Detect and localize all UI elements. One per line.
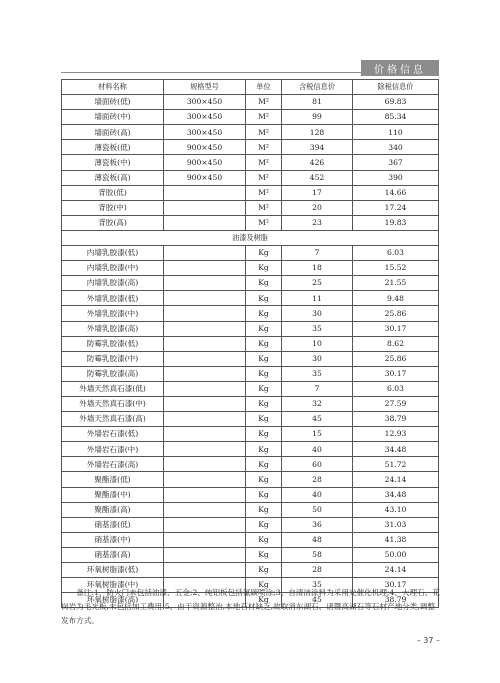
- table-row: [62, 517, 439, 532]
- cell-price-without-tax: 110: [353, 125, 439, 140]
- cell-name: 墙面砖(高): [62, 125, 164, 140]
- cell-price-without-tax: 390: [353, 170, 439, 185]
- cell-name: 硝基漆(中): [62, 532, 164, 547]
- table-row: [62, 427, 439, 442]
- cell-spec: 300×450: [164, 95, 246, 110]
- cell-name: 背胶(中): [62, 200, 164, 215]
- table-row: [62, 336, 439, 351]
- table-row: [62, 442, 439, 457]
- cell-unit: Kg: [246, 396, 282, 411]
- cell-unit: Kg: [246, 261, 282, 276]
- cell-price-with-tax: 17: [282, 185, 353, 200]
- cell-price-with-tax: 36: [282, 517, 353, 532]
- cell-price-without-tax: 24.14: [353, 472, 439, 487]
- cell-unit: Kg: [246, 502, 282, 517]
- cell-unit: Kg: [246, 442, 282, 457]
- cell-price-without-tax: 8.62: [353, 336, 439, 351]
- page-number: – 37 –: [416, 636, 440, 645]
- cell-spec: [164, 381, 246, 396]
- cell-unit: M²: [246, 125, 282, 140]
- cell-spec: [164, 185, 246, 200]
- cell-price-without-tax: 31.03: [353, 517, 439, 532]
- cell-unit: Kg: [246, 532, 282, 547]
- cell-spec: [164, 351, 246, 366]
- cell-price-with-tax: 81: [282, 95, 353, 110]
- table-row: [62, 563, 439, 578]
- table-row: [62, 291, 439, 306]
- cell-unit: M²: [246, 140, 282, 155]
- cell-name: 外墙天然真石漆(中): [62, 396, 164, 411]
- cell-name: 外墙天然真石漆(低): [62, 381, 164, 396]
- cell-price-without-tax: 51.72: [353, 457, 439, 472]
- cell-price-without-tax: 340: [353, 140, 439, 155]
- cell-unit: Kg: [246, 246, 282, 261]
- cell-spec: 300×450: [164, 110, 246, 125]
- cell-unit: Kg: [246, 517, 282, 532]
- cell-spec: [164, 517, 246, 532]
- cell-price-without-tax: 25.86: [353, 351, 439, 366]
- table-row: [62, 412, 439, 427]
- cell-price-with-tax: 58: [282, 547, 353, 562]
- cell-name: 背胶(高): [62, 215, 164, 230]
- cell-unit: M²: [246, 170, 282, 185]
- cell-price-without-tax: 30.17: [353, 321, 439, 336]
- cell-price-without-tax: 30.17: [353, 578, 439, 593]
- cell-spec: [164, 532, 246, 547]
- cell-spec: [164, 547, 246, 562]
- table-row: [62, 321, 439, 336]
- cell-price-without-tax: 30.17: [353, 366, 439, 381]
- cell-price-with-tax: 30: [282, 351, 353, 366]
- cell-unit: Kg: [246, 381, 282, 396]
- cell-spec: 300×450: [164, 125, 246, 140]
- price-table: [61, 79, 439, 608]
- cell-price-without-tax: 43.10: [353, 502, 439, 517]
- cell-price-with-tax: 60: [282, 457, 353, 472]
- cell-price-without-tax: 41.38: [353, 532, 439, 547]
- cell-unit: Kg: [246, 412, 282, 427]
- cell-spec: [164, 246, 246, 261]
- cell-name: 内墙乳胶漆(中): [62, 261, 164, 276]
- cell-spec: [164, 427, 246, 442]
- cell-name: 外墙岩石漆(低): [62, 427, 164, 442]
- table-row: [62, 95, 439, 110]
- cell-name: 硝基漆(高): [62, 547, 164, 562]
- table-row: [62, 185, 439, 200]
- table-body-top: [62, 95, 439, 231]
- cell-price-with-tax: 40: [282, 442, 353, 457]
- cell-unit: Kg: [246, 291, 282, 306]
- cell-price-with-tax: 11: [282, 291, 353, 306]
- table-body-bottom: [62, 246, 439, 608]
- table-row: [62, 200, 439, 215]
- cell-spec: [164, 306, 246, 321]
- section-tab: 价格信息: [361, 60, 439, 76]
- table-row: [62, 306, 439, 321]
- cell-name: 墙面砖(中): [62, 110, 164, 125]
- cell-price-with-tax: 452: [282, 170, 353, 185]
- cell-name: 硝基漆(低): [62, 517, 164, 532]
- cell-price-with-tax: 25: [282, 276, 353, 291]
- cell-unit: Kg: [246, 593, 282, 608]
- cell-name: 背胶(低): [62, 185, 164, 200]
- cell-spec: [164, 472, 246, 487]
- cell-unit: Kg: [246, 321, 282, 336]
- cell-price-without-tax: 85.34: [353, 110, 439, 125]
- cell-name: 薄瓷板(低): [62, 140, 164, 155]
- cell-price-without-tax: 38.79: [353, 412, 439, 427]
- cell-price-without-tax: 21.55: [353, 276, 439, 291]
- table-row: [62, 215, 439, 230]
- cell-price-without-tax: 34.48: [353, 442, 439, 457]
- table-row: [62, 140, 439, 155]
- cell-spec: [164, 215, 246, 230]
- cell-spec: [164, 487, 246, 502]
- section-row: [62, 230, 439, 245]
- table-row: [62, 396, 439, 411]
- cell-price-with-tax: 28: [282, 472, 353, 487]
- cell-spec: [164, 396, 246, 411]
- cell-spec: [164, 321, 246, 336]
- cell-unit: Kg: [246, 351, 282, 366]
- cell-price-without-tax: 25.86: [353, 306, 439, 321]
- cell-unit: M²: [246, 95, 282, 110]
- cell-price-with-tax: 45: [282, 593, 353, 608]
- cell-spec: 900×450: [164, 155, 246, 170]
- table-section: [62, 230, 439, 245]
- cell-name: 环氧树脂漆(低): [62, 563, 164, 578]
- cell-name: 外墙天然真石漆(高): [62, 412, 164, 427]
- cell-price-without-tax: 9.48: [353, 291, 439, 306]
- cell-price-without-tax: 6.03: [353, 246, 439, 261]
- cell-price-without-tax: 15.52: [353, 261, 439, 276]
- cell-name: 环氧树脂漆(高): [62, 593, 164, 608]
- section-title: 油漆及树脂: [62, 230, 439, 245]
- cell-unit: Kg: [246, 427, 282, 442]
- cell-name: 薄瓷板(中): [62, 155, 164, 170]
- cell-name: 墙面砖(低): [62, 95, 164, 110]
- cell-price-with-tax: 35: [282, 321, 353, 336]
- cell-unit: Kg: [246, 472, 282, 487]
- cell-price-with-tax: 23: [282, 215, 353, 230]
- cell-spec: [164, 563, 246, 578]
- table-row: [62, 502, 439, 517]
- cell-unit: Kg: [246, 547, 282, 562]
- table-row: [62, 366, 439, 381]
- cell-spec: [164, 291, 246, 306]
- table-header-row: [62, 80, 439, 95]
- cell-price-without-tax: 24.14: [353, 563, 439, 578]
- cell-price-with-tax: 15: [282, 427, 353, 442]
- cell-price-with-tax: 394: [282, 140, 353, 155]
- table-row: [62, 351, 439, 366]
- cell-spec: [164, 457, 246, 472]
- cell-name: 聚酯漆(中): [62, 487, 164, 502]
- cell-spec: [164, 276, 246, 291]
- cell-price-without-tax: 14.66: [353, 185, 439, 200]
- cell-name: 外墙乳胶漆(中): [62, 306, 164, 321]
- column-header-price-without-tax: 除税信息价: [353, 80, 439, 95]
- cell-unit: M²: [246, 155, 282, 170]
- cell-name: 防霉乳胶漆(高): [62, 366, 164, 381]
- cell-name: 防霉乳胶漆(中): [62, 351, 164, 366]
- cell-spec: 900×450: [164, 170, 246, 185]
- cell-name: 外墙岩石漆(中): [62, 442, 164, 457]
- cell-name: 聚酯漆(高): [62, 502, 164, 517]
- cell-unit: Kg: [246, 563, 282, 578]
- cell-spec: [164, 336, 246, 351]
- column-header-spec: 规格型号: [164, 80, 246, 95]
- cell-unit: M²: [246, 185, 282, 200]
- cell-spec: [164, 442, 246, 457]
- cell-price-with-tax: 7: [282, 381, 353, 396]
- table-row: [62, 125, 439, 140]
- cell-name: 薄瓷板(高): [62, 170, 164, 185]
- table-row: [62, 532, 439, 547]
- cell-spec: [164, 502, 246, 517]
- cell-price-without-tax: 6.03: [353, 381, 439, 396]
- cell-price-without-tax: 50.00: [353, 547, 439, 562]
- cell-price-with-tax: 30: [282, 306, 353, 321]
- cell-price-with-tax: 35: [282, 578, 353, 593]
- cell-price-without-tax: 38.79: [353, 593, 439, 608]
- cell-price-with-tax: 35: [282, 366, 353, 381]
- cell-name: 聚酯漆(低): [62, 472, 164, 487]
- cell-unit: Kg: [246, 336, 282, 351]
- cell-price-without-tax: 12.93: [353, 427, 439, 442]
- column-header-unit: 单位: [246, 80, 282, 95]
- footnote: 备注:1、防火门未包括油漆、五金;2、纯铝板包括氟碳喷涂;3、自清洁涂料为采用光催化机理;4、大理石、花岗岩为毛光板,未包括加工费用;5、由于资源整治,本地石材缺乏,故取消东湖石、诸暨高湖石等石材产地分类,调整发布方式。: [61, 588, 440, 625]
- cell-unit: M²: [246, 200, 282, 215]
- cell-price-without-tax: 17.24: [353, 200, 439, 215]
- cell-price-with-tax: 45: [282, 412, 353, 427]
- column-header-price-with-tax: 含税信息价: [282, 80, 353, 95]
- table-row: [62, 472, 439, 487]
- cell-unit: Kg: [246, 578, 282, 593]
- cell-name: 外墙岩石漆(高): [62, 457, 164, 472]
- table-row: [62, 457, 439, 472]
- table-row: [62, 487, 439, 502]
- cell-price-without-tax: 34.48: [353, 487, 439, 502]
- cell-price-without-tax: 19.83: [353, 215, 439, 230]
- cell-price-with-tax: 20: [282, 200, 353, 215]
- cell-name: 内墙乳胶漆(低): [62, 246, 164, 261]
- cell-name: 内墙乳胶漆(高): [62, 276, 164, 291]
- table-row: [62, 381, 439, 396]
- cell-unit: Kg: [246, 276, 282, 291]
- cell-name: 外墙乳胶漆(高): [62, 321, 164, 336]
- cell-unit: Kg: [246, 487, 282, 502]
- cell-price-with-tax: 28: [282, 563, 353, 578]
- cell-name: 外墙乳胶漆(低): [62, 291, 164, 306]
- cell-price-with-tax: 32: [282, 396, 353, 411]
- table-row: [62, 261, 439, 276]
- cell-spec: 900×450: [164, 140, 246, 155]
- cell-unit: Kg: [246, 457, 282, 472]
- cell-price-with-tax: 426: [282, 155, 353, 170]
- column-header-name: 材料名称: [62, 80, 164, 95]
- cell-price-without-tax: 69.83: [353, 95, 439, 110]
- cell-price-with-tax: 7: [282, 246, 353, 261]
- cell-name: 防霉乳胶漆(低): [62, 336, 164, 351]
- cell-price-with-tax: 99: [282, 110, 353, 125]
- cell-price-with-tax: 128: [282, 125, 353, 140]
- table-row: [62, 155, 439, 170]
- cell-unit: Kg: [246, 366, 282, 381]
- cell-spec: [164, 412, 246, 427]
- cell-price-without-tax: 367: [353, 155, 439, 170]
- table-row: [62, 547, 439, 562]
- cell-unit: Kg: [246, 306, 282, 321]
- table-row: [62, 110, 439, 125]
- cell-unit: M²: [246, 110, 282, 125]
- cell-price-with-tax: 48: [282, 532, 353, 547]
- cell-spec: [164, 366, 246, 381]
- cell-spec: [164, 261, 246, 276]
- cell-spec: [164, 200, 246, 215]
- cell-name: 环氧树脂漆(中): [62, 578, 164, 593]
- table-row: [62, 170, 439, 185]
- table-row: [62, 276, 439, 291]
- cell-price-without-tax: 27.59: [353, 396, 439, 411]
- cell-price-with-tax: 18: [282, 261, 353, 276]
- cell-price-with-tax: 50: [282, 502, 353, 517]
- cell-unit: M²: [246, 215, 282, 230]
- table-row: [62, 246, 439, 261]
- cell-price-with-tax: 10: [282, 336, 353, 351]
- cell-price-with-tax: 40: [282, 487, 353, 502]
